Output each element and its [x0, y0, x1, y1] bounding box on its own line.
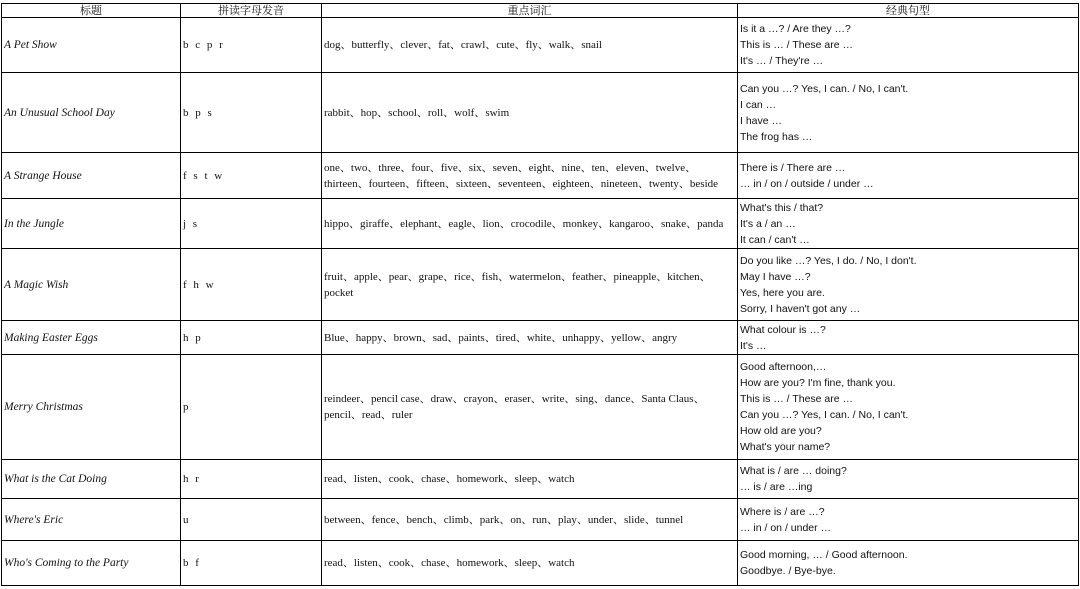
- phonics-letters: p: [181, 355, 322, 460]
- lesson-title: A Strange House: [2, 153, 181, 199]
- phonics-letters: h p: [181, 321, 322, 355]
- sentence-line: The frog has …: [740, 130, 813, 143]
- sentence-patterns: [738, 153, 1079, 199]
- sentence-line: Sorry, I haven't got any …: [740, 302, 861, 315]
- lesson-title: Making Easter Eggs: [2, 321, 181, 355]
- table-row: [2, 153, 1079, 199]
- phonics-letters: j s: [181, 199, 322, 249]
- table-row: [2, 321, 1079, 355]
- sentence-line: Can you …? Yes, I can. / No, I can't.: [740, 82, 909, 95]
- sentence-line: It's …: [740, 339, 767, 352]
- sentence-line: I have …: [740, 114, 783, 127]
- key-vocabulary: between、fence、bench、climb、park、on、run、play、under、slide、tunnel: [322, 499, 738, 541]
- header-row: [2, 4, 1079, 18]
- lesson-title: A Magic Wish: [2, 249, 181, 321]
- lesson-title: An Unusual School Day: [2, 73, 181, 153]
- key-vocabulary: read、listen、cook、chase、homework、sleep、watch: [322, 541, 738, 586]
- key-vocabulary: hippo、giraffe、elephant、eagle、lion、crocodile、monkey、kangaroo、snake、panda: [322, 199, 738, 249]
- table-row: [2, 355, 1079, 460]
- phonics-letters: b f: [181, 541, 322, 586]
- sentence-line: Good afternoon,…: [740, 361, 827, 373]
- sentence-patterns: [738, 499, 1079, 541]
- sentence-line: It's … / They're …: [740, 55, 824, 67]
- key-vocabulary: rabbit、hop、school、roll、wolf、swim: [322, 73, 738, 153]
- sentence-line: Do you like …? Yes, I do. / No, I don't.: [740, 254, 917, 267]
- sentence-line: This is … / These are …: [740, 393, 854, 405]
- table-row: [2, 18, 1079, 73]
- sentence-line: What's your name?: [740, 441, 831, 453]
- key-vocabulary: one、two、three、four、five、six、seven、eight、nine、ten、eleven、twelve、thirteen、fourteen、fifteen、sixteen、seventeen、eighteen、nineteen、twenty、beside: [322, 153, 738, 199]
- key-vocabulary: reindeer、pencil case、draw、crayon、eraser、write、sing、dance、Santa Claus、pencil、read、ruler: [322, 355, 738, 460]
- sentence-line: Where is / are …?: [740, 505, 825, 518]
- sentence-line: This is … / These are …: [740, 39, 854, 51]
- sentence-line: I can …: [740, 98, 777, 111]
- sentence-line: … in / on / outside / under …: [740, 177, 874, 190]
- phonics-letters: b p s: [181, 73, 322, 153]
- table-row: [2, 460, 1079, 499]
- table-row: [2, 73, 1079, 153]
- sentence-line: How are you? I'm fine, thank you.: [740, 377, 896, 389]
- table-body: [2, 18, 1079, 586]
- sentence-line: What colour is …?: [740, 323, 826, 336]
- sentence-line: May I have …?: [740, 270, 811, 283]
- table-row: [2, 499, 1079, 541]
- sentence-patterns: [738, 18, 1079, 73]
- key-vocabulary: dog、butterfly、clever、fat、crawl、cute、fly、walk、snail: [322, 18, 738, 73]
- sentence-patterns: [738, 355, 1079, 460]
- table-row: [2, 541, 1079, 586]
- sentence-line: What is / are … doing?: [740, 465, 847, 477]
- phonics-letters: h r: [181, 460, 322, 499]
- sentence-line: Goodbye. / Bye-bye.: [740, 565, 836, 577]
- key-vocabulary: fruit、apple、pear、grape、rice、fish、watermelon、feather、pineapple、kitchen、pocket: [322, 249, 738, 321]
- sentence-line: It's a / an …: [740, 217, 796, 230]
- sentence-line: How old are you?: [740, 425, 822, 437]
- key-vocabulary: Blue、happy、brown、sad、paints、tired、white、unhappy、yellow、angry: [322, 321, 738, 355]
- sentence-line: There is / There are …: [740, 161, 846, 174]
- sentence-line: It can / can't …: [740, 233, 810, 246]
- phonics-letters: f h w: [181, 249, 322, 321]
- header-sentences: 经典句型: [738, 4, 1079, 18]
- sentence-line: Is it a …? / Are they …?: [740, 23, 851, 35]
- sentence-line: Yes, here you are.: [740, 286, 825, 299]
- sentence-line: … in / on / under …: [740, 521, 832, 534]
- lesson-title: Merry Christmas: [2, 355, 181, 460]
- lesson-title: What is the Cat Doing: [2, 460, 181, 499]
- sentence-patterns: [738, 541, 1079, 586]
- sentence-patterns: [738, 73, 1079, 153]
- sentence-patterns: [738, 321, 1079, 355]
- sentence-line: What's this / that?: [740, 201, 824, 214]
- key-vocabulary: read、listen、cook、chase、homework、sleep、watch: [322, 460, 738, 499]
- phonics-letters: u: [181, 499, 322, 541]
- sentence-patterns: [738, 199, 1079, 249]
- sentence-line: Good morning, … / Good afternoon.: [740, 549, 908, 561]
- sentence-patterns: [738, 460, 1079, 499]
- lesson-title: Where's Eric: [2, 499, 181, 541]
- lesson-title: A Pet Show: [2, 18, 181, 73]
- phonics-letters: f s t w: [181, 153, 322, 199]
- lesson-title: Who's Coming to the Party: [2, 541, 181, 586]
- phonics-letters: b c p r: [181, 18, 322, 73]
- header-title: 标题: [2, 4, 181, 18]
- sentence-patterns: [738, 249, 1079, 321]
- header-vocab: 重点词汇: [322, 4, 738, 18]
- lesson-table: [1, 3, 1079, 586]
- table-row: [2, 199, 1079, 249]
- header-phonics: 拼读字母发音: [181, 4, 322, 18]
- table-row: [2, 249, 1079, 321]
- lesson-title: In the Jungle: [2, 199, 181, 249]
- sentence-line: … is / are …ing: [740, 481, 813, 493]
- sentence-line: Can you …? Yes, I can. / No, I can't.: [740, 409, 909, 421]
